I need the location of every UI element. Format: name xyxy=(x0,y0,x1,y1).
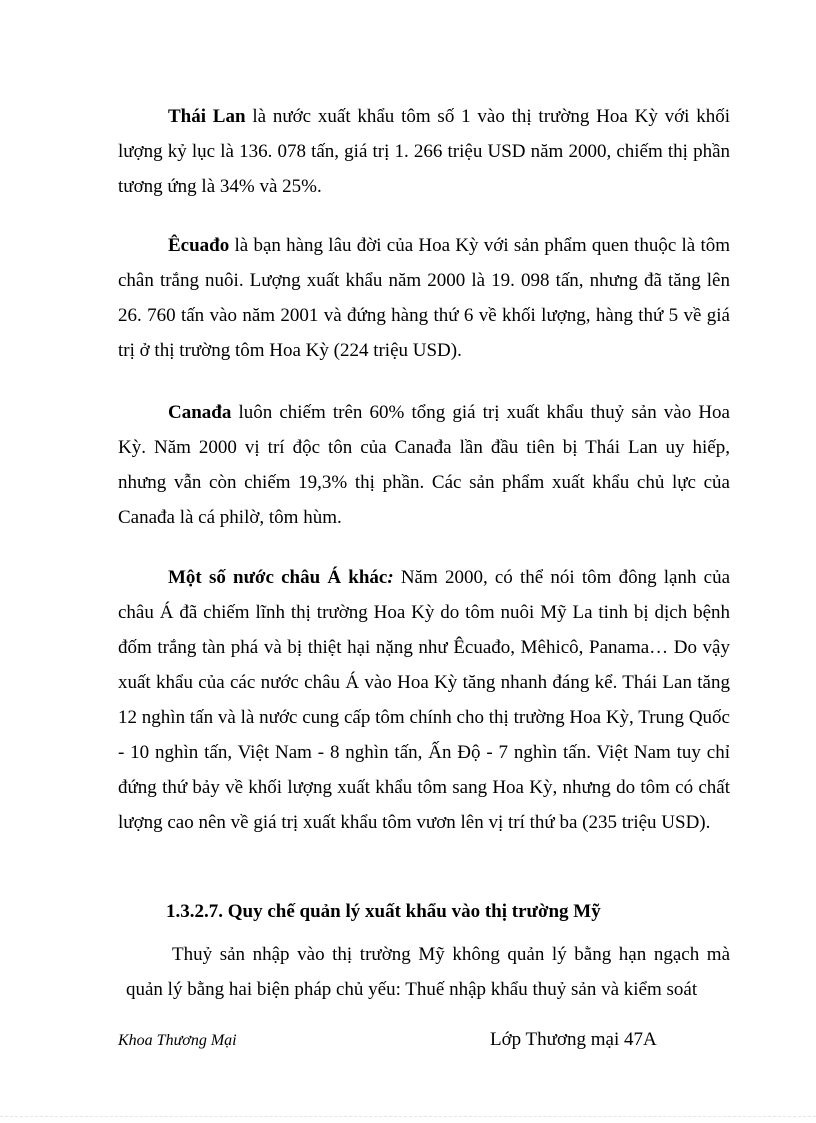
footer-faculty: Khoa Thương Mại xyxy=(118,1032,237,1049)
paragraph-canada xyxy=(118,395,730,535)
paragraph-asia-lead: Một số nước châu Á khác xyxy=(168,567,388,588)
paragraph-canada-lead: Canađa xyxy=(168,402,232,423)
paragraph-thailand-lead: Thái Lan xyxy=(168,106,246,127)
paragraph-canada-body: luôn chiếm trên 60% tổng giá trị xuất khẩu thuỷ sản vào Hoa Kỳ. Năm 2000 vị trí độc tôn của Canađa lần đầu tiên bị Thái Lan uy hiếp, nhưng vẫn còn chiếm 19,3% thị phần. Các sản phẩm xuất khẩu chủ lực của Canađa là cá philờ, tôm hùm. xyxy=(118,402,730,528)
paragraph-asia xyxy=(118,560,730,840)
paragraph-thailand-body: là nước xuất khẩu tôm số 1 vào thị trường Hoa Kỳ với khối lượng kỷ lục là 136. 078 tấn, giá trị 1. 266 triệu USD năm 2000, chiếm thị phần tương ứng là 34% và 25%. xyxy=(118,106,730,197)
section-heading: 1.3.2.7. Quy chế quản lý xuất khẩu vào thị trường Mỹ xyxy=(166,901,601,922)
paragraph-ecuador-lead: Êcuađo xyxy=(168,235,230,256)
paragraph-thailand xyxy=(118,99,730,204)
page-bottom-divider xyxy=(0,1116,816,1117)
paragraph-ecuador xyxy=(118,228,730,368)
paragraph-asia-body: Năm 2000, có thể nói tôm đông lạnh của châu Á đã chiếm lĩnh thị trường Hoa Kỳ do tôm nuôi Mỹ La tinh bị dịch bệnh đốm trắng tàn phá và bị thiệt hại nặng như Êcuađo, Mêhicô, Panama… Do vậy xuất khẩu của các nước châu Á vào Hoa Kỳ tăng nhanh đáng kể. Thái Lan tăng 12 nghìn tấn và là nước cung cấp tôm chính cho thị trường Hoa Kỳ, Trung Quốc - 10 nghìn tấn, Việt Nam - 8 nghìn tấn, Ấn Độ - 7 nghìn tấn. Việt Nam tuy chỉ đứng thứ bảy về khối lượng xuất khẩu tôm sang Hoa Kỳ, nhưng do tôm có chất lượng cao nên về giá trị xuất khẩu tôm vươn lên vị trí thứ ba (235 triệu USD). xyxy=(118,567,730,833)
paragraph-asia-colon: : xyxy=(387,567,394,588)
paragraph-ecuador-body: là bạn hàng lâu đời của Hoa Kỳ với sản phẩm quen thuộc là tôm chân trắng nuôi. Lượng xuất khẩu năm 2000 là 19. 098 tấn, nhưng đã tăng lên 26. 760 tấn vào năm 2001 và đứng hàng thứ 6 về khối lượng, hàng thứ 5 về giá trị ở thị trường tôm Hoa Kỳ (224 triệu USD). xyxy=(118,235,730,361)
footer-class: Lớp Thương mại 47A xyxy=(490,1029,657,1050)
section-body: Thuỷ sản nhập vào thị trường Mỹ không quản lý bằng hạn ngạch mà quản lý bằng hai biện pháp chủ yếu: Thuế nhập khẩu thuỷ sản và kiểm soát xyxy=(126,944,730,1000)
